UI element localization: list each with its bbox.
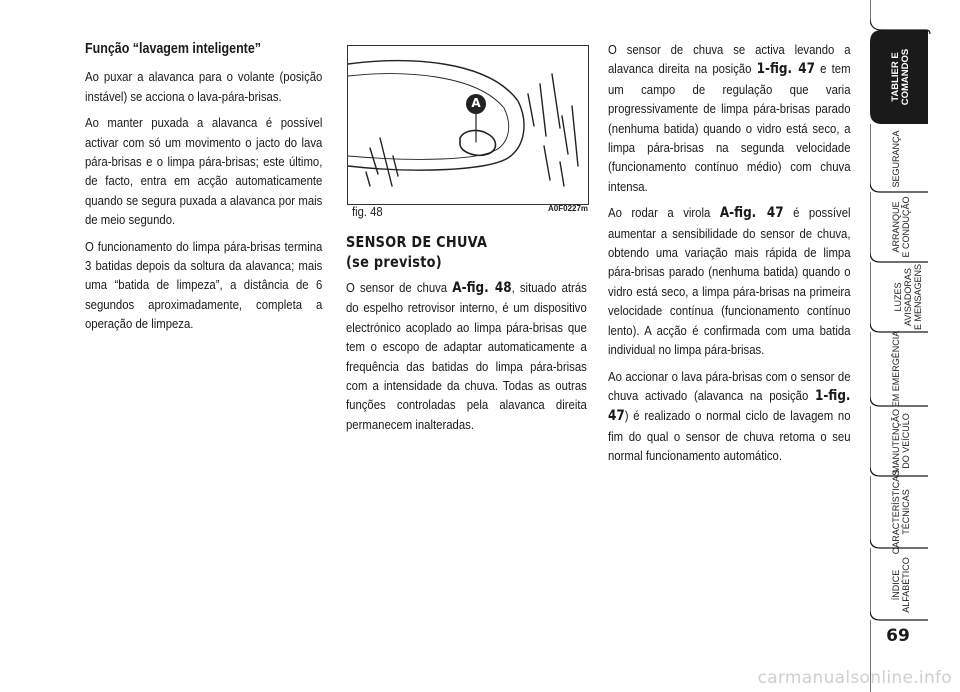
tab-caracteristicas-tecnicas[interactable]: CARACTERÍSTICAS TÉCNICAS (891, 469, 911, 555)
heading-line: (se previsto) (346, 253, 442, 271)
text-run: O sensor de chuva (346, 280, 453, 295)
tab-manutencao-veiculo[interactable]: MANUTENÇÃO DO VEÍCULO (891, 409, 911, 474)
text-run: , situado atrás do espelho retrovisor interno, é um dispositivo electrónico acoplado ao limpa pára-brisas que tem o escopo de adaptar automaticamente a frequência das batidas do limpa pára-brisas com a intensidade da chuva. Todas as outras funções controladas pela alavanca direita permanecem inalteradas. (346, 280, 587, 432)
text-run: é possível aumentar a sensibilidade do sensor de chuva, obtendo uma variação mais rápida de limpa pára-brisas parado (nenhuma batida) quando o vidro está seco, a limpa pára-brisas na primeira velocidade contínua (funcionamento contínuo lento). A acção é confirmada com uma batida individual no limpa pára-brisas. (608, 205, 851, 358)
figure-caption: fig. 48 (352, 205, 383, 219)
paragraph (346, 278, 587, 434)
figure-code: A0F0227m (548, 204, 589, 213)
tab-seguranca[interactable]: SEGURANÇA (891, 130, 901, 188)
text-run: Ao accionar o lava pára-brisas com o sensor de chuva activado (alavanca na posição (608, 368, 851, 403)
text-run: ) é realizado o normal ciclo de lavagem no fim do qual o sensor de chuva retoma o seu normal funcionamento automático. (608, 408, 851, 464)
figure-reference: 1-fig. 47 (608, 387, 851, 425)
text-run: Ao rodar a virola (608, 205, 720, 221)
text-run: e tem um campo de regulação que varia progressivamente de limpa pára-brisas parado (nenhuma batida) quando o vidro está seco, a limpa pára-brisas na segunda velocidade (funcionamento contínuo médio) com chuva intensa. (608, 61, 851, 194)
column-middle (346, 232, 587, 441)
rain-sensor-illustration (348, 46, 588, 204)
figure-callout-label: A (471, 96, 481, 110)
paragraph: Ao manter puxada a alavanca é possível activar com só um movimento o jacto do lava pára-brisas e o limpa pára-brisas; este último, de facto, entra em acção automaticamente quando se segura puxada a alavanca por mais de meio segundo. (85, 115, 323, 228)
heading-line: SENSOR DE CHUVA (346, 233, 488, 251)
figure-48-rain-sensor (347, 45, 589, 205)
tab-indice-alfabetico[interactable]: ÍNDICE ALFABÉTICO (891, 557, 911, 613)
text-run: O sensor de chuva se activa levando a alavanca direita na posição (608, 42, 851, 77)
watermark: carmanualsonline.info (757, 668, 952, 688)
paragraph: O funcionamento do limpa pára-brisas termina 3 batidas depois da soltura da alavanca; mais uma “batida de limpeza”, a distância de 6 segundos aproximadamente, completa a operação de limpeza. (85, 238, 323, 332)
tab-luzes-avisadoras[interactable]: LUZES AVISADORAS E MENSAGENS (893, 264, 923, 331)
tab-tablier-comandos[interactable]: TABLIER E COMANDOS (890, 48, 911, 106)
paragraph (608, 367, 851, 466)
figure-reference: A-fig. 48 (452, 280, 512, 296)
chapter-tabs (870, 0, 960, 692)
column-left (85, 40, 322, 341)
tab-arranque-conducao[interactable]: ARRANQUE E CONDUÇÃO (891, 196, 911, 258)
tab-outline (870, 0, 960, 692)
tab-em-emergencia[interactable]: EM EMERGÊNCIA (891, 330, 901, 408)
page-number: 69 (886, 626, 910, 646)
section-heading-rain-sensor (346, 232, 587, 272)
section-heading-smart-wash: Função “lavagem inteligente” (85, 41, 262, 57)
figure-reference: A-fig. 47 (719, 205, 784, 222)
figure-reference: 1-fig. 47 (756, 61, 816, 78)
column-right (608, 40, 851, 473)
paragraph: Ao puxar a alavanca para o volante (posição instável) se acciona o lava-pára-brisas. (85, 69, 323, 104)
paragraph (608, 203, 851, 359)
paragraph (608, 40, 851, 196)
